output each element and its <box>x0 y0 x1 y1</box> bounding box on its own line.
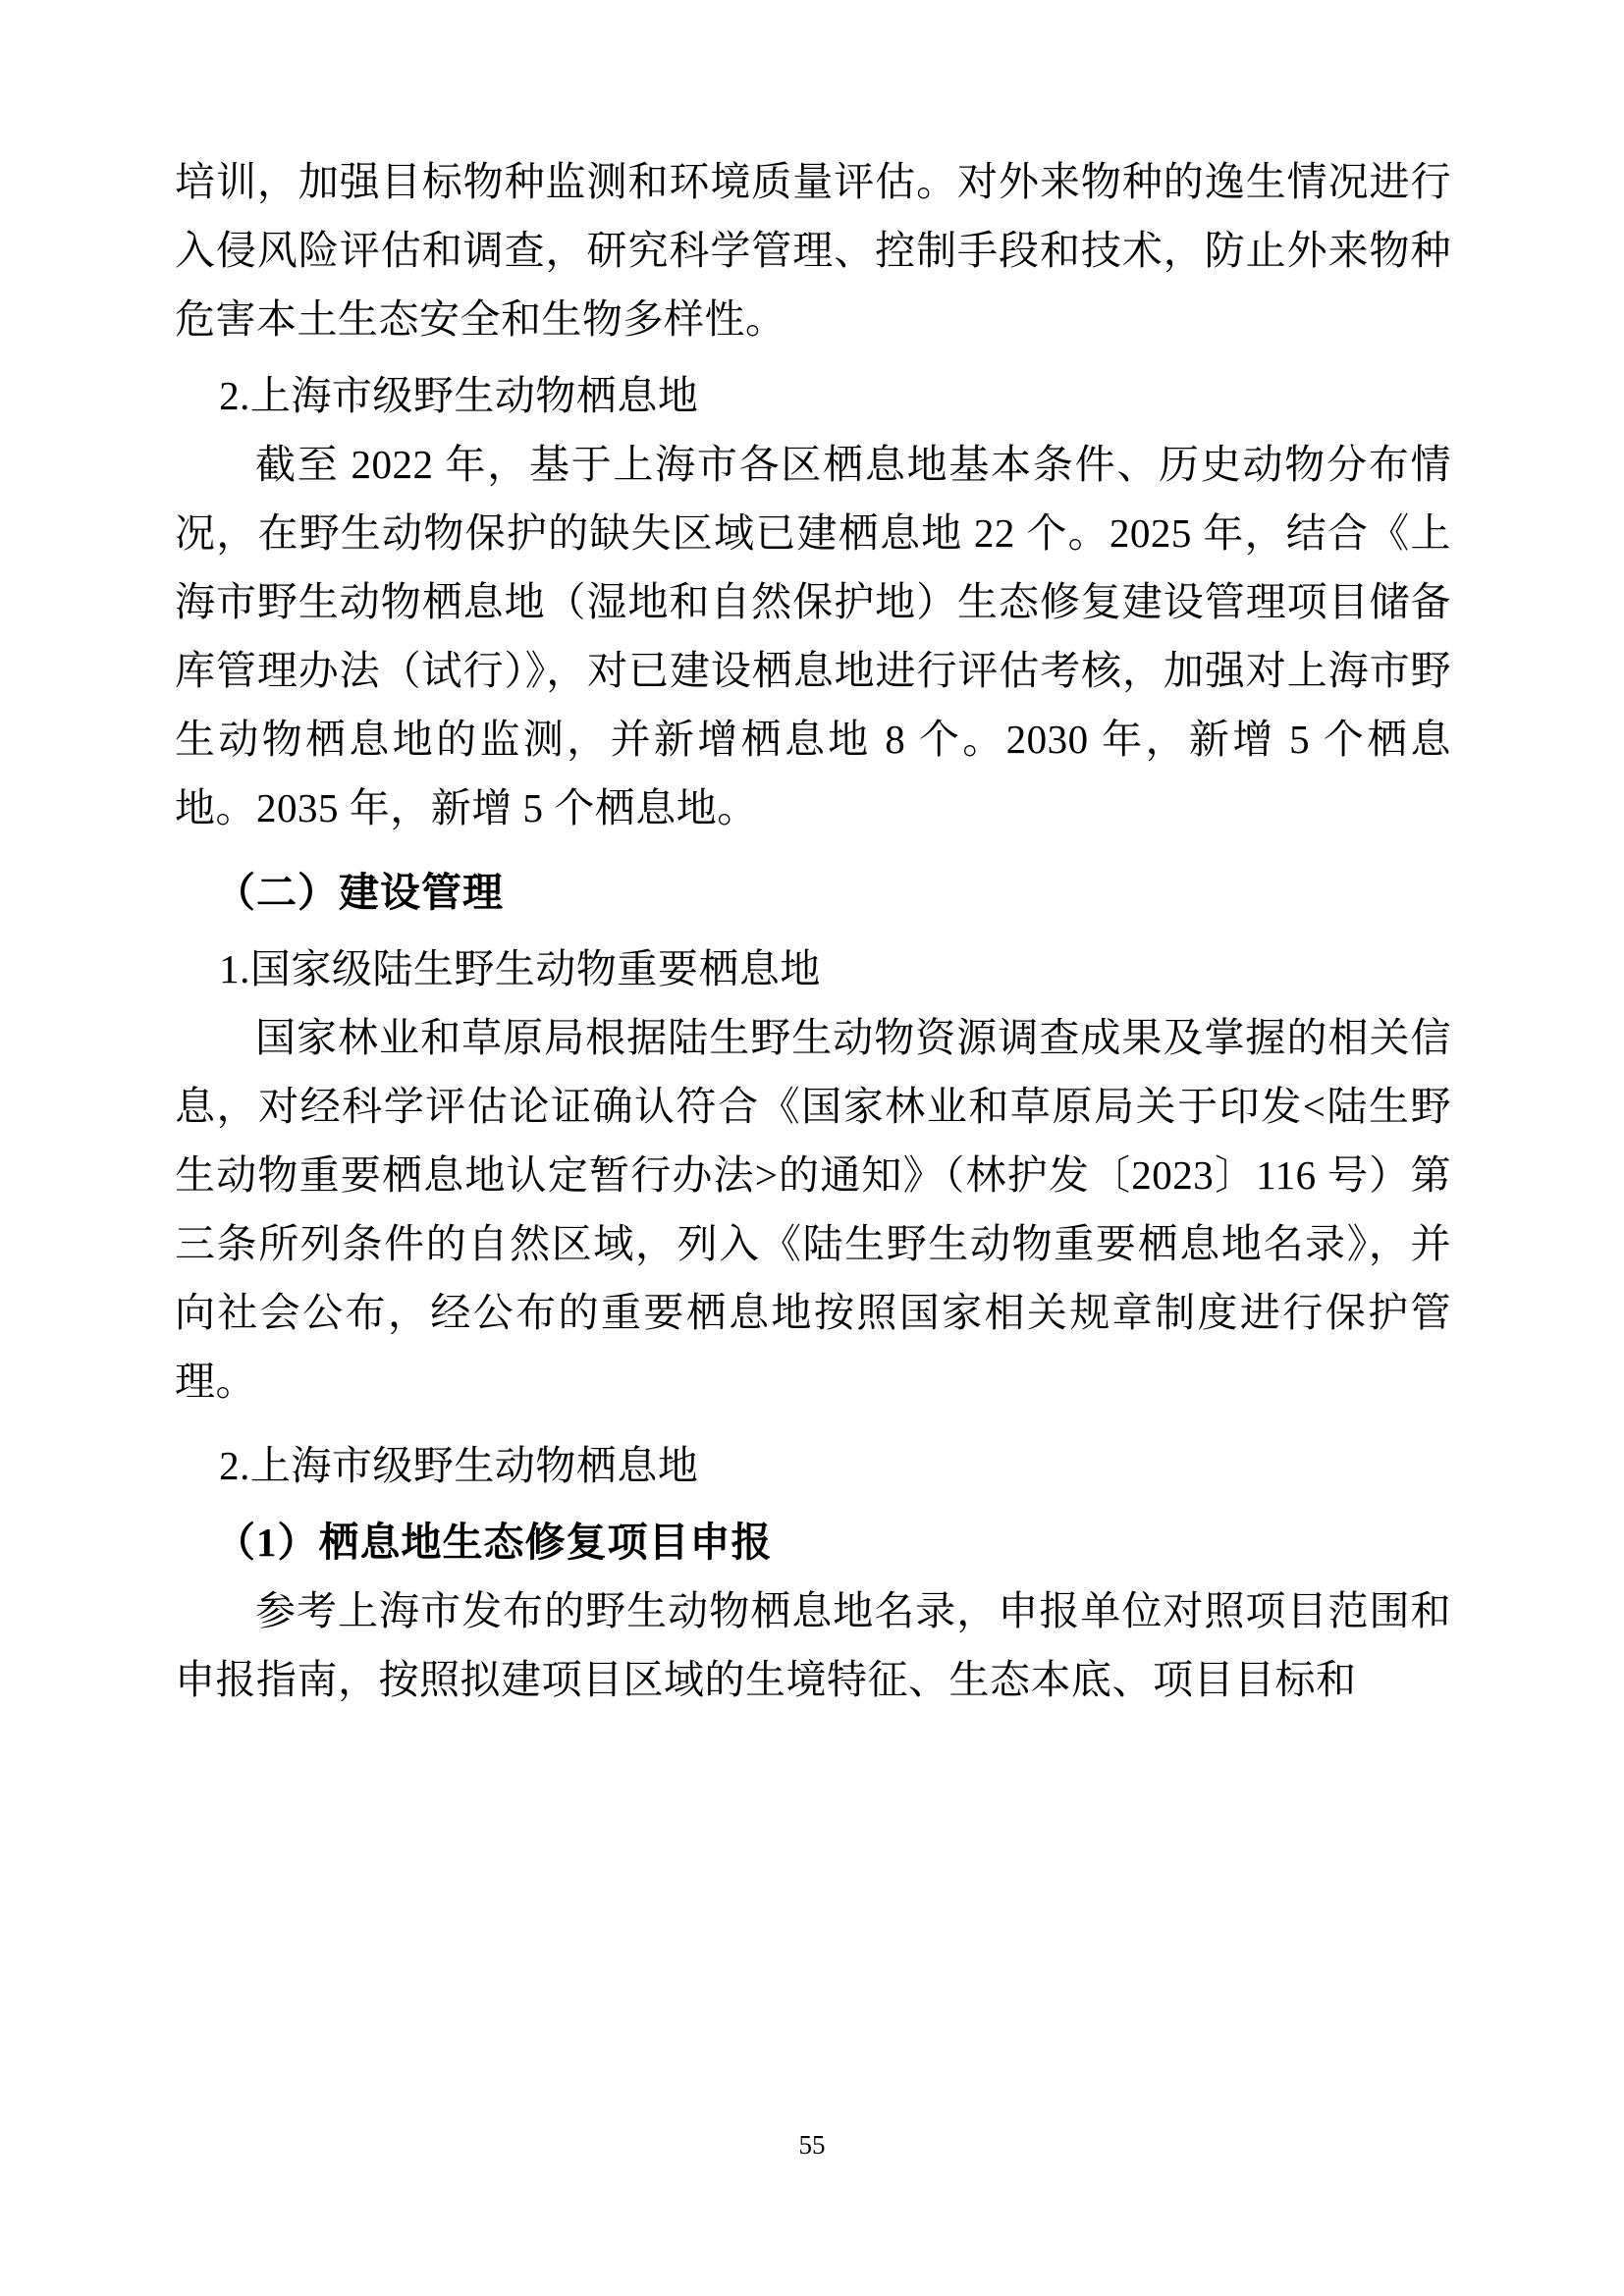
page-content <box>175 147 1451 1714</box>
section-heading-2-shanghai-habitat: 2.上海市级野生动物栖息地 <box>219 373 699 418</box>
body-paragraph: 培训，加强目标物种监测和环境质量评估。对外来物种的逸生情况进行入侵风险评估和调查，研究科学管理、控制手段和技术，防止外来物种危害本土生态安全和生物多样性。 <box>175 159 1451 342</box>
section-heading-habitat-restoration-application: （1）栖息地生态修复项目申报 <box>215 1520 773 1565</box>
section-heading-1-national-habitat: 1.国家级陆生野生动物重要栖息地 <box>219 946 821 991</box>
page-number: 55 <box>798 2130 826 2160</box>
section-heading-2-shanghai-habitat-repeat: 2.上海市级野生动物栖息地 <box>219 1443 699 1488</box>
section-heading-construction-management: （二）建设管理 <box>215 870 504 915</box>
body-paragraph: 截至 2022 年，基于上海市各区栖息地基本条件、历史动物分布情况，在野生动物保护的缺失区域已建栖息地 22 个。2025 年，结合《上海市野生动物栖息地（湿地和自然保护地）生态修复建设管理项目储备库管理办法（试行）》，对已建设栖息地进行评估考核，加强对上海市野生动物栖息地的监测，并新增栖息地 8 个。2030 年，新增 5 个栖息地。2035 年，新增 5 个栖息地。 <box>175 442 1451 830</box>
body-paragraph: 参考上海市发布的野生动物栖息地名录，申报单位对照项目范围和申报指南，按照拟建项目区域的生境特征、生态本底、项目目标和 <box>175 1588 1451 1702</box>
body-paragraph: 国家林业和草原局根据陆生野生动物资源调查成果及掌握的相关信息，对经科学评估论证确认符合《国家林业和草原局关于印发<陆生野生动物重要栖息地认定暂行办法>的通知》（林护发〔2023〕116 号）第三条所列条件的自然区域，列入《陆生野生动物重要栖息地名录》，并向社会公布，经公布的重要栖息地按照国家相关规章制度进行保护管理。 <box>175 1015 1451 1404</box>
